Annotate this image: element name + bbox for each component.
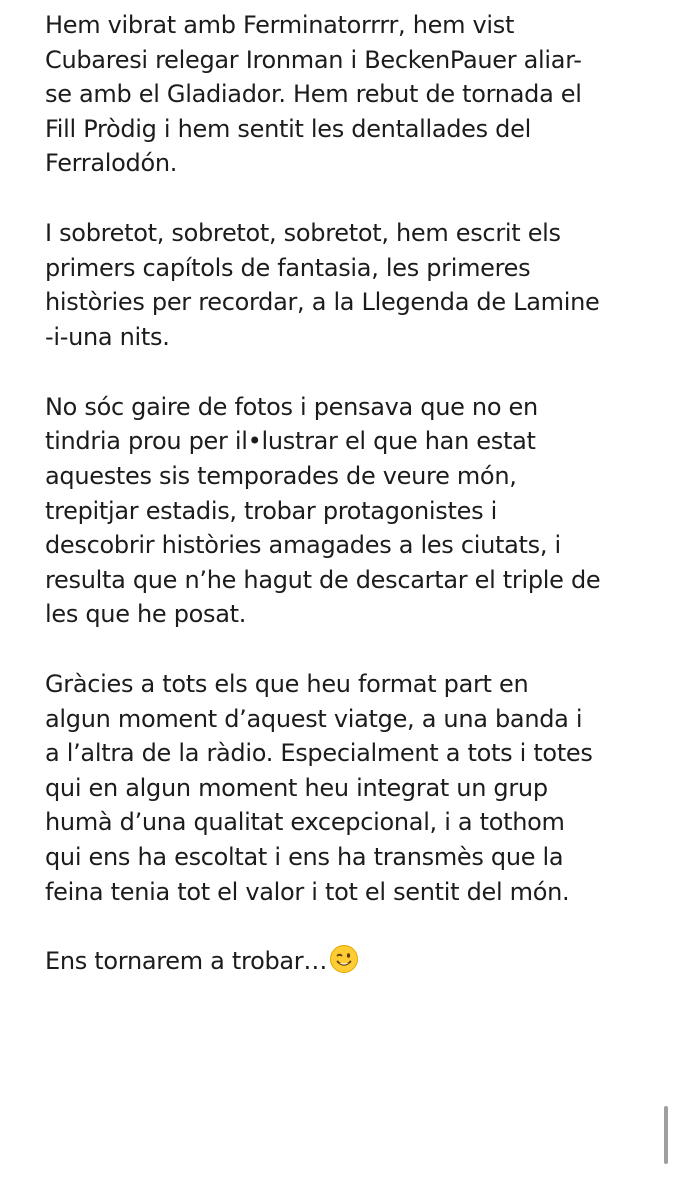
paragraph-spacer: [45, 181, 645, 216]
text-line: resulta que n’he hagut de descartar el triple de: [45, 565, 601, 594]
text-line: humà d’una qualitat excepcional, i a tothom: [45, 808, 565, 837]
closing-text: Ens tornarem a trobar…: [45, 947, 328, 976]
paragraph-4: [45, 667, 645, 909]
vertical-scrollbar[interactable]: [664, 1106, 668, 1164]
text-line: aquestes sis temporades de veure món,: [45, 461, 517, 490]
text-line: les que he posat.: [45, 600, 247, 629]
winking-face-icon: [329, 944, 359, 974]
text-line: Ferralodón.: [45, 149, 178, 178]
closing-paragraph: [45, 944, 645, 979]
text-line: I sobretot, sobretot, sobretot, hem escrit els: [45, 219, 561, 248]
text-line: qui en algun moment heu integrat un grup: [45, 773, 548, 802]
text-line: No sóc gaire de fotos i pensava que no en: [45, 392, 538, 421]
paragraph-3: [45, 390, 645, 632]
text-line: feina tenia tot el valor i tot el sentit del món.: [45, 877, 570, 906]
text-line: a l’altra de la ràdio. Especialment a tots i totes: [45, 739, 593, 768]
paragraph-spacer: [45, 355, 645, 390]
text-line: Gràcies a tots els que heu format part en: [45, 670, 529, 699]
paragraph-spacer: [45, 632, 645, 667]
text-line: tindria prou per il•lustrar el que han estat: [45, 427, 536, 456]
text-line: Fill Pròdig i hem sentit les dentallades del: [45, 114, 531, 143]
closing-line: [45, 944, 645, 979]
text-line: trepitjar estadis, trobar protagonistes i: [45, 496, 497, 525]
text-line: se amb el Gladiador. Hem rebut de tornada el: [45, 80, 582, 109]
text-line: primers capítols de fantasia, les primeres: [45, 253, 531, 282]
note-body[interactable]: [45, 8, 645, 979]
text-line: qui ens ha escoltat i ens ha transmès que la: [45, 843, 564, 872]
text-line: algun moment d’aquest viatge, a una banda i: [45, 704, 583, 733]
paragraph-1: [45, 8, 645, 181]
text-line: -i-una nits.: [45, 322, 170, 351]
text-line: històries per recordar, a la Llegenda de Lamine: [45, 288, 600, 317]
paragraph-spacer: [45, 909, 645, 944]
text-line: Hem vibrat amb Ferminatorrrr, hem vist: [45, 11, 515, 39]
text-line: descobrir històries amagades a les ciutats, i: [45, 531, 561, 560]
paragraph-2: [45, 216, 645, 354]
text-line: Cubaresi relegar Ironman i BeckenPauer aliar-: [45, 45, 582, 74]
